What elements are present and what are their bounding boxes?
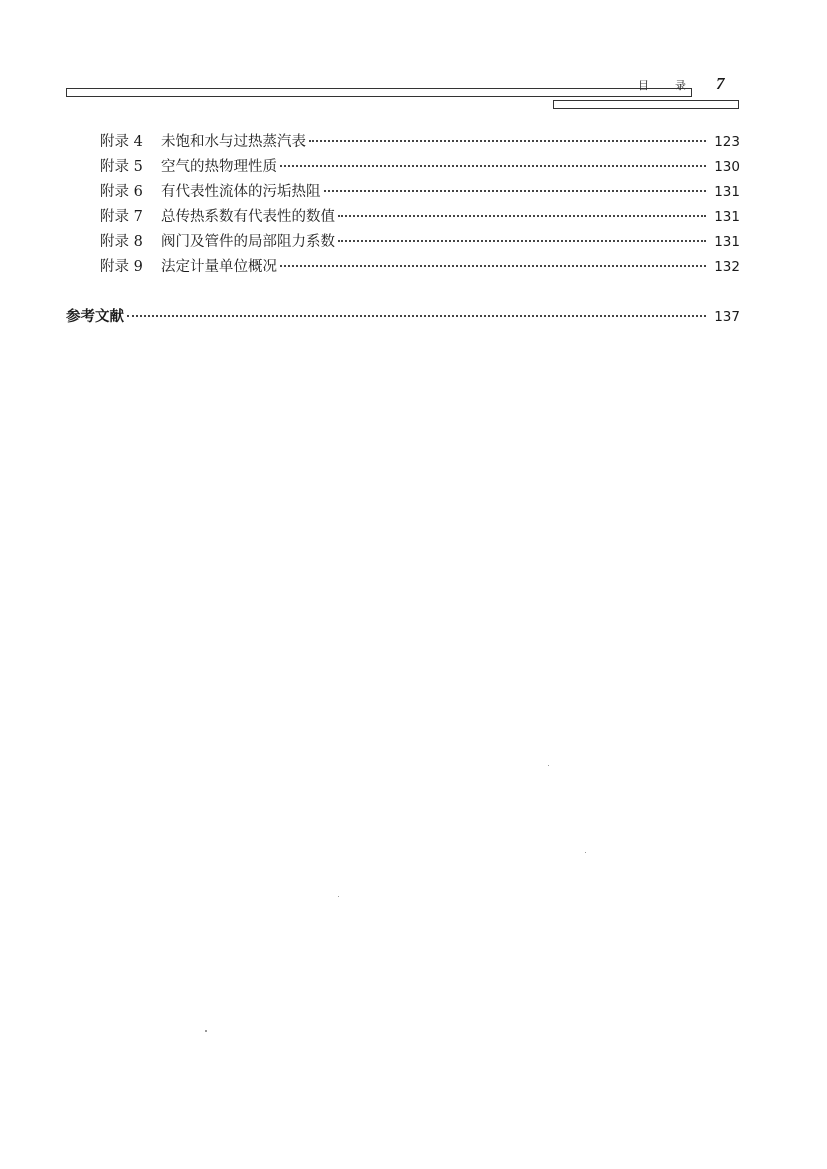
scan-speck [338, 896, 339, 897]
toc-entry-page: 131 [714, 184, 740, 200]
header-rule-long [66, 88, 692, 97]
toc-references-entry[interactable] [66, 305, 740, 327]
toc-entry-title: 有代表性流体的污垢热阻 [161, 184, 321, 200]
header-rule-short [553, 100, 739, 109]
scan-speck [205, 1030, 207, 1032]
toc-entry-page: 132 [714, 259, 740, 275]
toc-entry-title: 法定计量单位概况 [161, 259, 277, 275]
toc-entry-title: 未饱和水与过热蒸汽表 [161, 134, 306, 150]
toc-entry-page: 131 [714, 234, 740, 250]
scan-speck [585, 852, 586, 853]
toc-dot-leader [127, 315, 706, 317]
toc-entry-number: 附录 9 [100, 259, 143, 275]
toc-entry[interactable] [100, 130, 740, 152]
toc-dot-leader [324, 190, 707, 192]
toc-entry-number: 附录 6 [100, 184, 143, 200]
toc-entry[interactable] [100, 155, 740, 177]
header-page-number: 7 [716, 74, 725, 93]
toc-entry-title: 总传热系数有代表性的数值 [161, 209, 335, 225]
toc-entry-number: 附录 5 [100, 159, 143, 175]
toc-entry-title: 空气的热物理性质 [161, 159, 277, 175]
toc-entry-page: 123 [714, 134, 740, 150]
toc-entry-number: 附录 8 [100, 234, 143, 250]
toc-dot-leader [280, 165, 706, 167]
toc-dot-leader [338, 240, 706, 242]
toc-entry-page: 131 [714, 209, 740, 225]
toc-entry[interactable] [100, 205, 740, 227]
toc-dot-leader [338, 215, 706, 217]
toc-entry-page: 130 [714, 159, 740, 175]
toc-entry-number: 附录 4 [100, 134, 143, 150]
toc-entry-number: 附录 7 [100, 209, 143, 225]
toc-dot-leader [309, 140, 706, 142]
toc-entry[interactable] [100, 230, 740, 252]
header-section-label: 目录 [638, 79, 712, 92]
toc-references-page: 137 [714, 309, 740, 325]
scan-speck [548, 765, 549, 766]
toc-entry[interactable] [100, 180, 740, 202]
toc-entry-title: 阀门及管件的局部阻力系数 [161, 234, 335, 250]
toc-dot-leader [280, 265, 706, 267]
toc-entry[interactable] [100, 255, 740, 277]
toc-references-title: 参考文献 [66, 309, 124, 325]
